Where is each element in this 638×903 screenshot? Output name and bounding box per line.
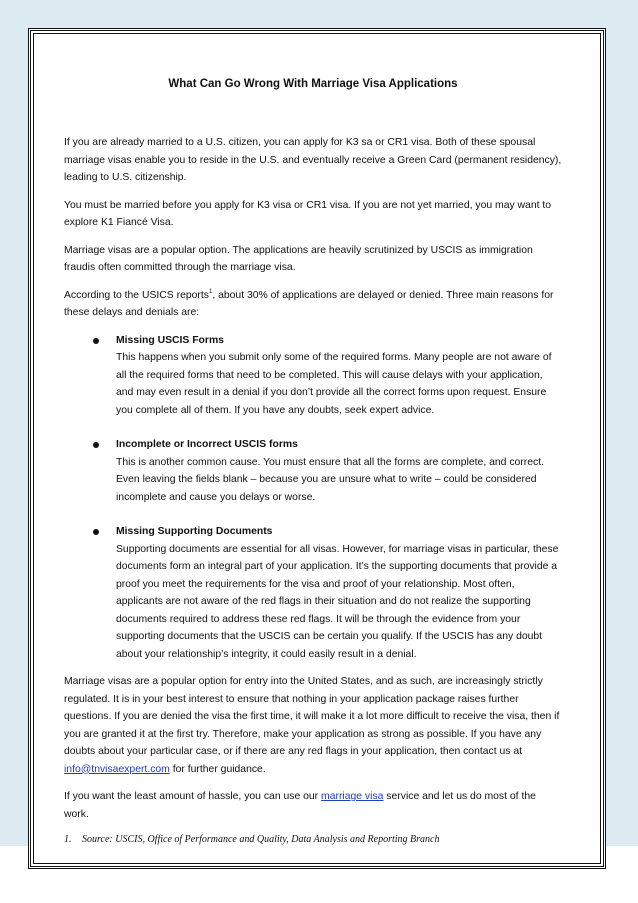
reason-text: This happens when you submit only some of the required forms. Many people are not aware of all the required forms that need to be completed. This will cause delays with your application, and may even result in a denial if you don’t provide all the correct forms upon request. Ensure you complete all of them. If you have any doubts, seek expert advice. — [116, 352, 552, 416]
footnote-number: 1. — [64, 834, 72, 845]
email-link[interactable]: info@tnvisaexpert.com — [64, 763, 170, 775]
reason-heading: Missing Supporting Documents — [116, 526, 273, 537]
reasons-list — [64, 332, 562, 664]
list-item — [64, 523, 562, 663]
bullet-icon — [93, 529, 99, 535]
final-text: If you want the least amount of hassle, you can use our — [64, 791, 322, 802]
document-body — [64, 74, 562, 847]
bullet-icon — [93, 442, 99, 448]
paragraph-reasons-intro — [64, 287, 562, 322]
paragraph-scrutiny: Marriage visas are a popular option. The applications are heavily scrutinized by USCIS as immigration fraudis often committed through the marriage visa. — [64, 244, 533, 273]
paragraph-final — [64, 788, 562, 823]
document-title: What Can Go Wrong With Marriage Visa Applications — [168, 78, 458, 90]
final-text-end: service and let us do most of the work. — [64, 791, 536, 820]
footnote-reference: 1 — [208, 288, 213, 295]
list-item — [64, 332, 562, 420]
list-item — [64, 436, 562, 506]
reason-heading: Incomplete or Incorrect USCIS forms — [116, 439, 298, 450]
reason-heading: Missing USCIS Forms — [116, 334, 224, 346]
closing-text-end: for further guidance. — [169, 763, 266, 775]
footnote-text: Source: USCIS, Office of Performance and Quality, Data Analysis and Reporting Branch — [82, 834, 440, 845]
bullet-icon — [93, 338, 99, 344]
closing-text: Marriage visas are a popular option for entry into the United States, and as such, are increasingly strictly regulated. It is in your best interest to ensure that nothing in your application package raises further questions. If you are denied the visa the first time, it will make it a lot more difficult to receive the visa, then if you are granted it at the first try. Therefore, make your application as strong as possible. If you have any doubts about your particular case, or if there are any red flags in your application, then contact us at — [64, 676, 560, 757]
reason-text: Supporting documents are essential for all visas. However, for marriage visas in particular, these documents form an integral part of your application. It’s the supporting documents that provide a proof you meet the requirements for the visa and proof of your relationship. Most often, applicants are not aware of the red flags in their situation and do not realize the supporting documents required to address these red flags. It will be through the evidence from your supporting documents that the USCIS can be certain you qualify. If the USCIS has any doubt about your relationship’s integrity, it could easily result in a denial. — [116, 543, 559, 660]
footnote — [64, 833, 562, 847]
paragraph-spousal-visas: If you are already married to a U.S. citizen, you can apply for K3 sa or CR1 visa. Both of these spousal marriage visas enable you to reside in the U.S. and eventually receive a Green Card (permanent residency), leading to U.S. citizenship. — [64, 137, 562, 183]
reason-text: This is another common cause. You must ensure that all the forms are complete, and correct. Even leaving the fields blank – because you are unsure what to write – could be considered incomplete and cause you delays or worse. — [116, 456, 544, 503]
intro-text-continued: , about 30% of applications are delayed or denied. Three main reasons for these delays and denials are: — [64, 289, 554, 318]
marriage-visa-link[interactable]: marriage visa — [321, 791, 384, 802]
paragraph-married-requirement: You must be married before you apply for K3 visa or CR1 visa. If you are not yet married, you may want to explore K1 Fiancé Visa. — [64, 199, 552, 228]
paragraph-closing — [64, 673, 562, 778]
intro-text: According to the USICS reports — [64, 289, 209, 301]
